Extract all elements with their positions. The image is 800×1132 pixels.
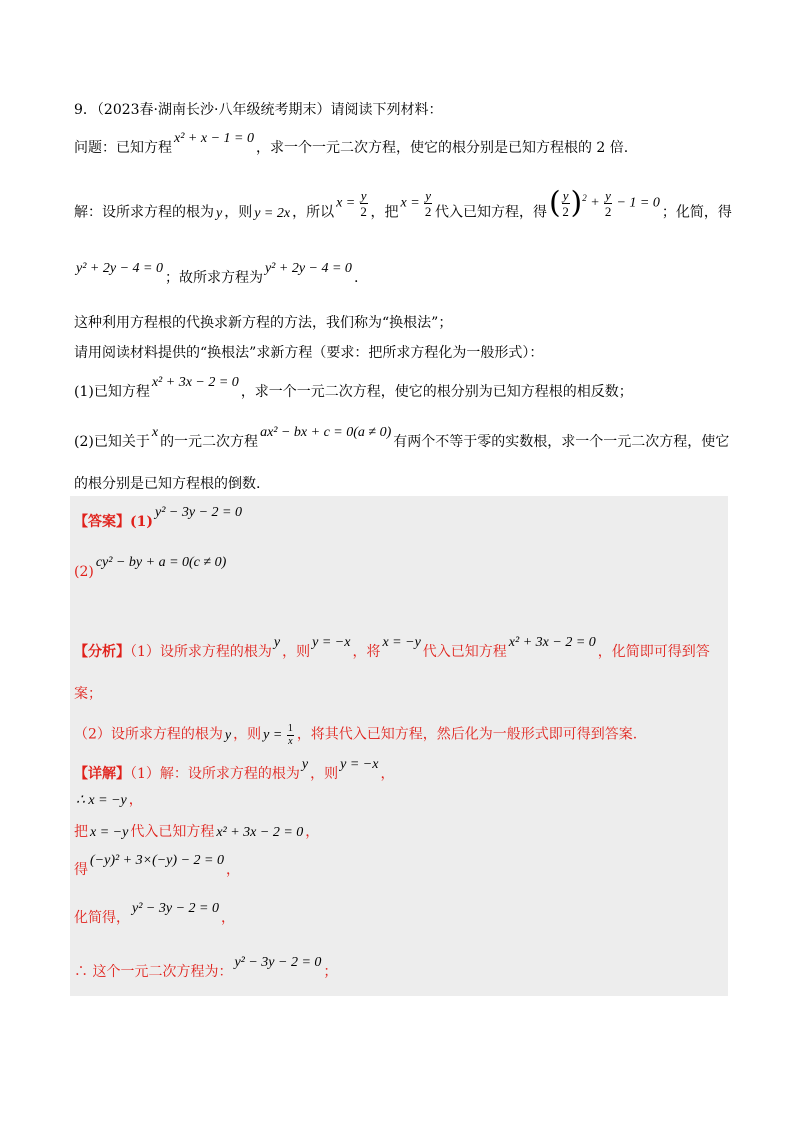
equation: y² − 3y − 2 = 0 [155, 505, 242, 520]
instruction: 请用阅读材料提供的“换根法”求新方程（要求：把所求方程化为一般形式）： [74, 345, 544, 361]
equation: ax² − bx + c = 0(a ≠ 0) [260, 425, 392, 440]
problem-statement: 问题：已知方程x² + x − 1 = 0，求一个一元二次方程，使它的根分别是已知方程根的 2 倍. [74, 131, 629, 156]
analysis-line-2: （2）设所求方程的根为 y ，则 y = $\frac{1}{x}$ ，将其代入已知方程，然后化为一般形式即可得到答案. [74, 723, 638, 747]
question-source: （2023春·湖南长沙·八年级统考期末）请阅读下列材料： [96, 102, 443, 118]
detail-line-5: 化简得，y² − 3y − 2 = 0， [74, 901, 235, 926]
equation: (−y)² + 3×(−y) − 2 = 0 [90, 853, 224, 868]
detail-line-4: 得(−y)² + 3×(−y) − 2 = 0， [74, 853, 240, 878]
equation: x² + 3x − 2 = 0 [508, 635, 596, 650]
detail-line-1: 【详解】（1）解：设所求方程的根为y，则y = −x， [74, 757, 395, 782]
equation: x = −y [90, 825, 129, 840]
equation: x² + x − 1 = 0 [174, 131, 254, 146]
detail-line-3: 把 x = −y 代入已知方程 x² + 3x − 2 = 0 ， [74, 822, 734, 843]
answer-line-2: (2)cy² − by + a = 0(c ≠ 0) [74, 555, 227, 580]
sub-question-2-cont: 的根分别是已知方程根的倒数. [74, 476, 261, 492]
equation: y² − 3y − 2 = 0 [132, 901, 219, 916]
equation: x = $\frac{y}{2}$ [336, 187, 367, 219]
solution-line: 解：设所求方程的根为 y ，则 y = 2x ，所以x = $\frac{y}{2}$ ，把x = $\frac{y}{2}$ 代入已知方程，得( $\frac{y}{2}$ )$^2$ + $\frac{y}{2}$ − 1 = 0；化简，得 [74, 198, 734, 228]
equation: y = −x [312, 635, 351, 650]
equation: y = $\frac{1}{x}$ [263, 723, 293, 747]
analysis-label: 【分析】 [74, 644, 130, 660]
equation: cy² − by + a = 0(c ≠ 0) [95, 555, 227, 570]
equation: ∴ x = −y [76, 793, 127, 808]
equation: y² + 2y − 4 = 0 [264, 261, 352, 276]
equation: x = $\frac{y}{2}$ [400, 187, 432, 219]
sub-question-2: (2)已知关于x的一元二次方程ax² − bx + c = 0(a ≠ 0)有两个不等于零的实数根，求一个一元二次方程，使它 [74, 425, 730, 450]
question-number: 9． [74, 102, 97, 118]
equation: ( $\frac{y}{2}$ )$^2$ + $\frac{y}{2}$ − 1 = 0 [549, 185, 660, 221]
answer-line-1: 【答案】(1)y² − 3y − 2 = 0 [74, 505, 242, 530]
equation: x = −y [382, 635, 421, 650]
detail-label: 【详解】 [74, 766, 130, 782]
solution-line: y² + 2y − 4 = 0；故所求方程为y² + 2y − 4 = 0. [76, 261, 359, 286]
sub-question-1: (1)已知方程x² + 3x − 2 = 0，求一个一元二次方程，使它的根分别为已知方程根的相反数； [74, 375, 633, 400]
equation: x² + 3x − 2 = 0 [151, 375, 239, 390]
answer-label: 【答案】 [74, 514, 130, 530]
detail-line-6: ∴ 这个一元二次方程为：y² − 3y − 2 = 0； [74, 955, 338, 980]
equation: y² + 2y − 4 = 0 [76, 261, 163, 276]
equation: y = −x [340, 757, 379, 772]
question-header [74, 100, 734, 120]
analysis-line-1-cont: 案； [74, 686, 102, 702]
method-note: 这种利用方程根的代换求新方程的方法，我们称为“换根法”； [74, 315, 453, 331]
equation: x² + 3x − 2 = 0 [216, 825, 304, 840]
analysis-line-1: 【分析】（1）设所求方程的根为y，则y = −x，将x = −y代入已知方程x² + 3x − 2 = 0，化简即可得到答 [74, 635, 710, 660]
equation: y = 2x [254, 205, 291, 221]
equation: y² − 3y − 2 = 0 [234, 955, 322, 970]
detail-line-2: ∴ x = −y ， [74, 790, 734, 811]
